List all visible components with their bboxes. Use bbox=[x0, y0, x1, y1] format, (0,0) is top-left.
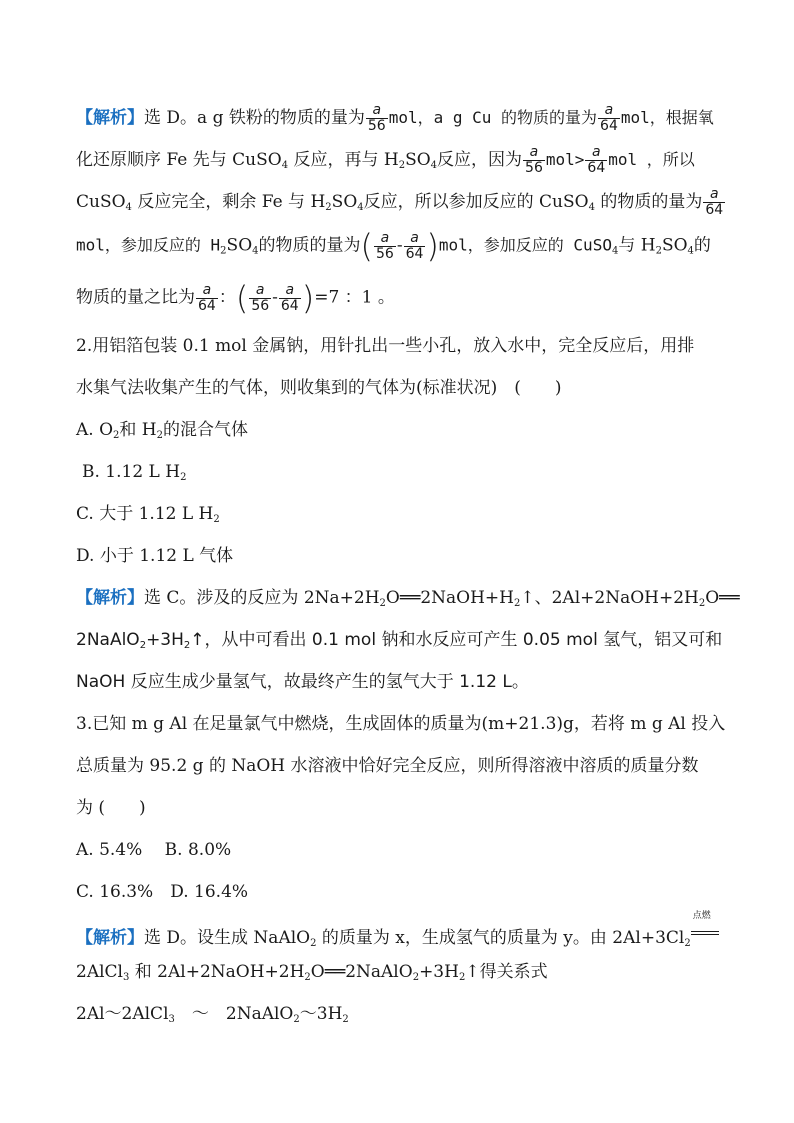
fraction-a-64: $\frac{a}{64}$ bbox=[280, 281, 299, 314]
q2-option-a: A. $O_2$和 $H_2$的混合气体 bbox=[76, 420, 249, 441]
q3-options-ab: A. 5.4% B. 8.0% bbox=[76, 840, 232, 860]
q2-option-b: B. 1.12 L $H_2$ bbox=[82, 462, 187, 483]
a3-line-2: 2AlCl$_3$ 和 $2Al+2NaOH+2H_2O══2NaAlO_2+3H_2↑$得关系式 bbox=[76, 962, 548, 983]
p1-line-4: mol，参加反应的 $H_2SO_4$的物质的量为( $\frac{a}{56}$ - $\frac{a}{64}$ )mol，参加反应的 CuSO$_4$与 $H_2SO_4$的 bbox=[76, 227, 711, 265]
q2-option-d: D. 小于 1.12 L 气体 bbox=[76, 546, 234, 566]
p1-line-5: 物质的量之比为 $\frac{a}{64}$ ：( $\frac{a}{56}$ - $\frac{a}{64}$ )=7 ：1 。 bbox=[76, 279, 395, 317]
ignition-condition-arrow: 点燃 bbox=[691, 925, 719, 941]
fraction-a-64: $\frac{a}{64}$ bbox=[198, 281, 216, 314]
q2-line-1: 2.用铝箔包装 0.1 mol 金属钠，用针扎出一些小孔，放入水中，完全反应后，用排 bbox=[76, 336, 695, 356]
jiexi-label: 【解析】 bbox=[76, 588, 144, 608]
jiexi-label: 【解析】 bbox=[76, 108, 144, 128]
fraction-a-56: $\frac{a}{56}$ bbox=[367, 102, 386, 134]
jiexi-label: 【解析】 bbox=[76, 928, 144, 948]
fraction-a-64: $\frac{a}{64}$ bbox=[405, 229, 424, 262]
q2-line-2: 水集气法收集产生的气体，则收集到的气体为(标准状况) ( ) bbox=[76, 378, 562, 398]
fraction-a-64: $\frac{a}{64}$ bbox=[587, 144, 606, 176]
a2-line-2: $2NaAlO_2+3H_2↑$，从中可看出 0.1 mol 钠和水反应可产生 0.05 mol 氢气，铝又可和 bbox=[76, 630, 723, 651]
q2-option-c: C. 大于 1.12 L $H_2$ bbox=[76, 504, 220, 525]
q3-line-1: 3.已知 m g Al 在足量氯气中燃烧，生成固体的质量为(m+21.3)g，若将 m g Al 投入 bbox=[76, 714, 726, 734]
p1-line-1: 【解析】选 D。a g 铁粉的物质的量为 $\frac{a}{56}$ mol，a g Cu 的物质的量为 $\frac{a}{64}$ mol，根据氧 bbox=[76, 102, 714, 134]
fraction-a-64: $\frac{a}{64}$ bbox=[600, 102, 618, 134]
fraction-a-64: $\frac{a}{64}$ bbox=[705, 186, 724, 218]
fraction-a-56: $\frac{a}{56}$ bbox=[251, 281, 270, 314]
q3-options-cd: C. 16.3% D. 16.4% bbox=[76, 882, 249, 902]
p1-line-3: CuSO$_4$ 反应完全，剩余 Fe 与 $H_2SO_4$反应，所以参加反应的 CuSO$_4$ 的物质的量为 $\frac{a}{64}$ bbox=[76, 186, 724, 218]
fraction-a-56: $\frac{a}{56}$ bbox=[376, 229, 394, 262]
a2-line-3: NaOH 反应生成少量氢气，故最终产生的氢气大于 1.12 L。 bbox=[76, 672, 529, 692]
p1-line-2: 化还原顺序 Fe 先与 CuSO$_4$ 反应，再与 $H_2SO_4$反应，因为 $\frac{a}{56}$ mol> $\frac{a}{64}$ mol ，所以 bbox=[76, 144, 695, 176]
a2-line-1: 【解析】选 C。涉及的反应为 $2Na+2H_2O══2NaOH+H_2↑$、$2Al+2NaOH+2H_2O══$ bbox=[76, 588, 740, 609]
fraction-a-56: $\frac{a}{56}$ bbox=[525, 144, 543, 176]
a3-line-3: 2Al～2AlCl$_3$ ～ $2NaAlO_2\sim 3H_2$ bbox=[76, 1004, 349, 1025]
a3-line-1: 【解析】选 D。设生成 NaAlO$_2$ 的质量为 x，生成氢气的质量为 y。由 $2Al+3Cl_2$ 点燃 bbox=[76, 925, 719, 950]
q3-line-3: 为 ( ) bbox=[76, 798, 146, 818]
q3-line-2: 总质量为 95.2 g 的 NaOH 水溶液中恰好完全反应，则所得溶液中溶质的质量分数 bbox=[76, 756, 699, 776]
